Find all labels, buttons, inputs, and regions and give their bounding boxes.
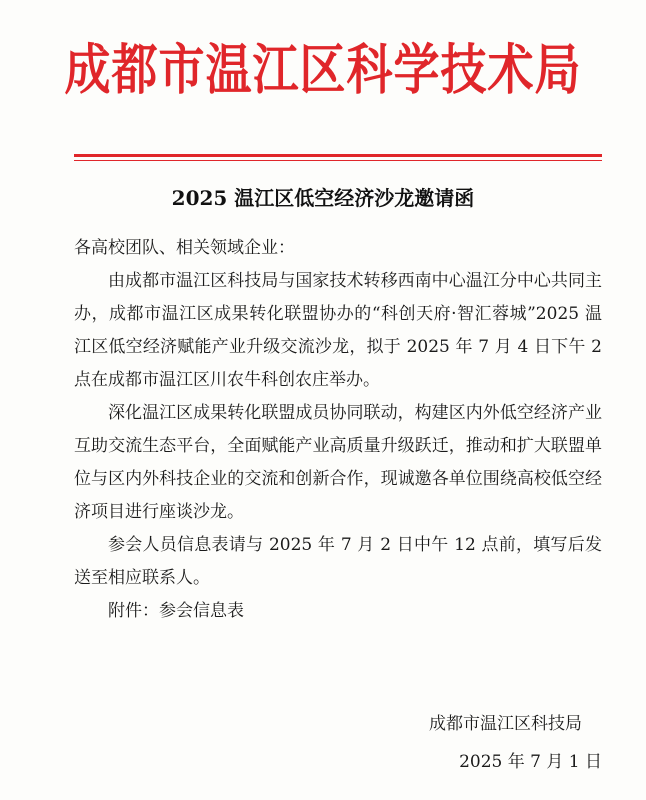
document-title: 2025 温江区低空经济沙龙邀请函 (171, 186, 475, 210)
issuer-name: 成都市温江区科技局 (429, 714, 582, 734)
document-body (74, 232, 602, 628)
body-paragraph-3: 参会人员信息表请与 2025 年 7 月 2 日中午 12 点前，填写后发送至相应联系人。 (74, 535, 602, 588)
letterhead-title: 成都市温江区科学技术局 (64, 37, 582, 102)
issue-date: 2025 年 7 月 1 日 (459, 752, 602, 772)
attachment-line: 附件：参会信息表 (108, 601, 244, 621)
letterhead-rule-thick (74, 154, 602, 157)
body-paragraph-2: 深化温江区成果转化联盟成员协同联动，构建区内外低空经济产业互助交流生态平台，全面赋能产业高质量升级跃迁，推动和扩大联盟单位与区内外科技企业的交流和创新合作，现诚邀各单位围绕高校低空经济项目进行座谈沙龙。 (74, 403, 602, 522)
letterhead-rule-thin (74, 160, 602, 161)
body-paragraph-1: 由成都市温江区科技局与国家技术转移西南中心温江分中心共同主办，成都市温江区成果转化联盟协办的“科创天府·智汇蓉城”2025 温江区低空经济赋能产业升级交流沙龙，拟于 2025 年 7 月 4 日下午 2 点在成都市温江区川农牛科创农庄举办。 (74, 271, 602, 390)
signature-block (282, 706, 602, 780)
salutation: 各高校团队、相关领域企业： (74, 238, 295, 258)
